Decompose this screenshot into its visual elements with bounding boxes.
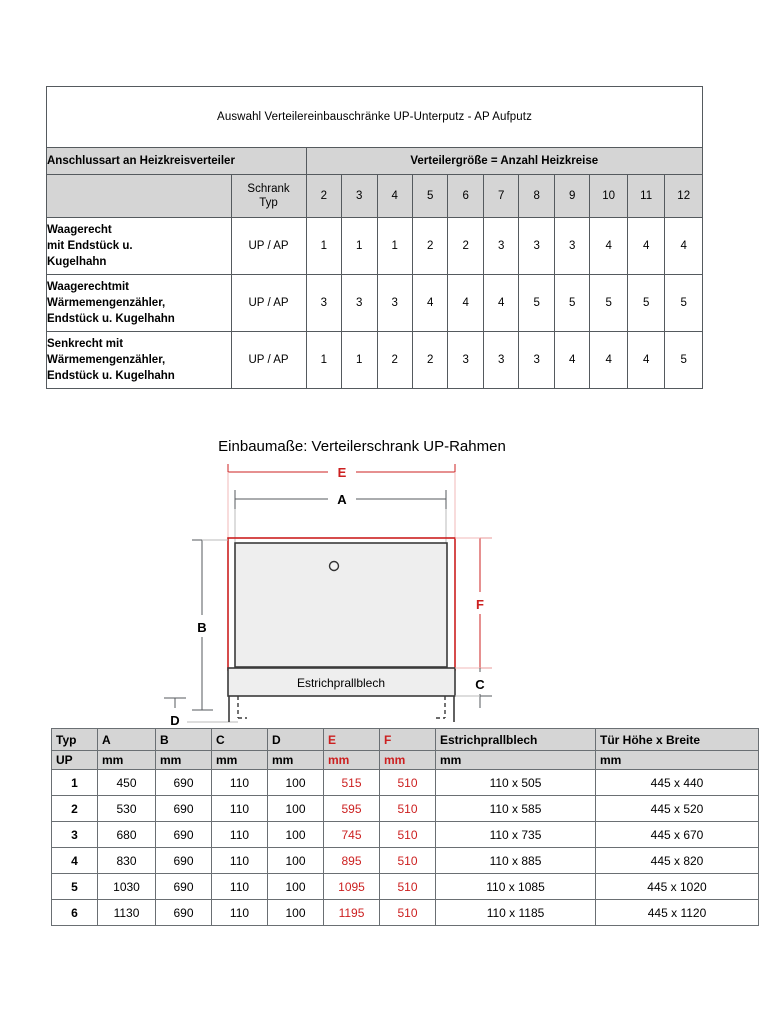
circuit-col-header: 11 <box>627 175 665 218</box>
cell-d: 100 <box>268 874 324 900</box>
cell-value: 4 <box>627 332 665 389</box>
cell-typ: 4 <box>52 848 98 874</box>
circuit-col-header: 6 <box>448 175 483 218</box>
cell-c: 110 <box>212 770 268 796</box>
unit-c: mm <box>212 751 268 770</box>
cell-c: 110 <box>212 900 268 926</box>
unit-door: mm <box>596 751 759 770</box>
table-row <box>52 822 759 848</box>
cell-b: 690 <box>156 822 212 848</box>
cell-f: 510 <box>380 822 436 848</box>
cabinet-type: UP / AP <box>231 332 306 389</box>
cell-b: 690 <box>156 900 212 926</box>
cell-plate: 110 x 1185 <box>436 900 596 926</box>
cell-value: 4 <box>554 332 589 389</box>
circuit-col-header: 2 <box>306 175 341 218</box>
selection-table-title: Auswahl Verteilereinbauschränke UP-Unterputz - AP Aufputz <box>47 87 703 148</box>
cell-value: 5 <box>627 275 665 332</box>
cell-value: 3 <box>342 275 377 332</box>
cell-value: 3 <box>483 218 518 275</box>
cell-f: 510 <box>380 796 436 822</box>
col-header-d: D <box>268 729 324 751</box>
unit-d: mm <box>268 751 324 770</box>
row-label-line: Senkrecht mit <box>47 337 124 350</box>
cell-value: 5 <box>519 275 554 332</box>
cell-typ: 5 <box>52 874 98 900</box>
cell-door: 445 x 670 <box>596 822 759 848</box>
cell-value: 1 <box>306 332 341 389</box>
cell-e: 595 <box>324 796 380 822</box>
dimension-label-B: B <box>197 620 207 635</box>
cell-value: 1 <box>377 218 412 275</box>
cell-e: 1195 <box>324 900 380 926</box>
unit-estrichprallblech: mm <box>436 751 596 770</box>
leg-dashed-extension <box>238 696 445 718</box>
cabinet-type: UP / AP <box>231 275 306 332</box>
cell-plate: 110 x 885 <box>436 848 596 874</box>
cell-door: 445 x 820 <box>596 848 759 874</box>
cell-c: 110 <box>212 848 268 874</box>
cell-d: 100 <box>268 900 324 926</box>
row-label-line: Waagerechtmit <box>47 280 130 293</box>
cell-value: 4 <box>665 218 703 275</box>
col-header-c: C <box>212 729 268 751</box>
installation-diagram-section <box>0 430 724 728</box>
row-label-line: Waagerecht <box>47 223 112 236</box>
dimensions-units-row <box>52 751 759 770</box>
circuit-col-header: 8 <box>519 175 554 218</box>
dimension-label-F: F <box>476 597 484 612</box>
col-header-estrichprallblech: Estrichprallblech <box>436 729 596 751</box>
cell-value: 2 <box>377 332 412 389</box>
row-label-line: mit Endstück u. <box>47 239 133 252</box>
unit-a: mm <box>98 751 156 770</box>
col-header-door: Tür Höhe x Breite <box>596 729 759 751</box>
selection-table-header-row <box>47 148 703 175</box>
circuit-col-header: 5 <box>412 175 447 218</box>
cell-value: 5 <box>665 275 703 332</box>
dimension-A <box>235 489 446 509</box>
cell-value: 1 <box>306 218 341 275</box>
cabinet-type: UP / AP <box>231 218 306 275</box>
cell-value: 3 <box>554 218 589 275</box>
cell-a: 1130 <box>98 900 156 926</box>
cell-door: 445 x 1020 <box>596 874 759 900</box>
selection-row-label <box>47 275 232 332</box>
table-row <box>52 900 759 926</box>
cell-b: 690 <box>156 874 212 900</box>
cell-door: 445 x 1120 <box>596 900 759 926</box>
circuit-col-header: 10 <box>590 175 628 218</box>
table-row <box>47 275 703 332</box>
table-row <box>47 332 703 389</box>
cell-value: 1 <box>342 218 377 275</box>
cell-d: 100 <box>268 822 324 848</box>
dimension-label-A: A <box>337 492 347 507</box>
cell-e: 515 <box>324 770 380 796</box>
cell-e: 745 <box>324 822 380 848</box>
cell-value: 3 <box>448 332 483 389</box>
selection-table-subheader-row <box>47 175 703 218</box>
cell-f: 510 <box>380 874 436 900</box>
cell-a: 1030 <box>98 874 156 900</box>
cell-d: 100 <box>268 770 324 796</box>
unit-typ: UP <box>52 751 98 770</box>
col-header-a: A <box>98 729 156 751</box>
cell-plate: 110 x 585 <box>436 796 596 822</box>
dimension-C <box>455 668 492 708</box>
unit-b: mm <box>156 751 212 770</box>
cell-value: 4 <box>483 275 518 332</box>
selection-row-label <box>47 218 232 275</box>
dimensions-table <box>51 728 759 926</box>
dimension-label-D: D <box>170 713 180 728</box>
circuit-col-header: 9 <box>554 175 589 218</box>
cell-plate: 110 x 1085 <box>436 874 596 900</box>
cell-value: 4 <box>590 218 628 275</box>
circuit-col-header: 7 <box>483 175 518 218</box>
row-label-line: Wärmemengenzähler, <box>47 296 166 309</box>
cell-value: 5 <box>590 275 628 332</box>
cell-value: 5 <box>665 332 703 389</box>
cell-f: 510 <box>380 900 436 926</box>
estrichprallblech-label: Estrichprallblech <box>296 676 386 690</box>
dimension-F <box>455 538 492 668</box>
cell-value: 2 <box>412 218 447 275</box>
cell-value: 4 <box>448 275 483 332</box>
dimension-label-E: E <box>337 465 347 480</box>
cell-c: 110 <box>212 874 268 900</box>
selection-row-label <box>47 332 232 389</box>
selection-table-title-row <box>47 87 703 148</box>
col-header-typ: Typ <box>52 729 98 751</box>
cell-value: 3 <box>306 275 341 332</box>
cell-f: 510 <box>380 848 436 874</box>
diagram-heading: Einbaumaße: Verteilerschrank UP-Rahmen <box>218 438 506 455</box>
cell-e: 895 <box>324 848 380 874</box>
schrank-typ-line2: Typ <box>259 197 278 209</box>
cell-d: 100 <box>268 796 324 822</box>
cabinet-panel <box>235 543 447 667</box>
unit-f: mm <box>380 751 436 770</box>
dimensions-header-row <box>52 729 759 751</box>
cell-plate: 110 x 735 <box>436 822 596 848</box>
cell-f: 510 <box>380 770 436 796</box>
schrank-typ-header <box>231 175 306 218</box>
row-label-line: Endstück u. Kugelhahn <box>47 313 175 326</box>
cell-a: 680 <box>98 822 156 848</box>
row-label-line: Endstück u. Kugelhahn <box>47 370 175 383</box>
cell-c: 110 <box>212 796 268 822</box>
cell-d: 100 <box>268 848 324 874</box>
cell-b: 690 <box>156 770 212 796</box>
cell-value: 4 <box>627 218 665 275</box>
table-row <box>52 796 759 822</box>
cell-value: 3 <box>377 275 412 332</box>
cell-typ: 1 <box>52 770 98 796</box>
col-header-e: E <box>324 729 380 751</box>
table-row <box>52 848 759 874</box>
col-header-b: B <box>156 729 212 751</box>
cabinet-legs <box>229 696 454 722</box>
cell-b: 690 <box>156 848 212 874</box>
selection-table <box>46 86 703 389</box>
table-row <box>52 770 759 796</box>
cell-typ: 3 <box>52 822 98 848</box>
dimension-B <box>192 540 228 710</box>
cell-value: 2 <box>448 218 483 275</box>
cell-value: 3 <box>483 332 518 389</box>
col-header-f: F <box>380 729 436 751</box>
cell-door: 445 x 440 <box>596 770 759 796</box>
cell-value: 3 <box>519 332 554 389</box>
table-row <box>52 874 759 900</box>
cell-typ: 6 <box>52 900 98 926</box>
row-label-line: Wärmemengenzähler, <box>47 353 166 366</box>
cell-value: 2 <box>412 332 447 389</box>
selection-table-left-header: Anschlussart an Heizkreisverteiler <box>47 148 307 175</box>
cell-value: 1 <box>342 332 377 389</box>
cell-e: 1095 <box>324 874 380 900</box>
circuit-col-header: 3 <box>342 175 377 218</box>
row-label-line: Kugelhahn <box>47 256 107 269</box>
cell-value: 3 <box>519 218 554 275</box>
cell-value: 4 <box>590 332 628 389</box>
circuit-col-header: 12 <box>665 175 703 218</box>
cell-a: 450 <box>98 770 156 796</box>
cell-typ: 2 <box>52 796 98 822</box>
cabinet-dimension-drawing <box>150 460 570 728</box>
cell-door: 445 x 520 <box>596 796 759 822</box>
cell-value: 4 <box>412 275 447 332</box>
selection-table-right-header: Verteilergröße = Anzahl Heizkreise <box>306 148 702 175</box>
cell-value: 5 <box>554 275 589 332</box>
cell-b: 690 <box>156 796 212 822</box>
lock-knob-icon <box>330 562 339 571</box>
selection-table-empty-cell <box>47 175 232 218</box>
cell-a: 530 <box>98 796 156 822</box>
table-row <box>47 218 703 275</box>
dimension-label-C: C <box>475 677 485 692</box>
circuit-col-header: 4 <box>377 175 412 218</box>
cell-plate: 110 x 505 <box>436 770 596 796</box>
unit-e: mm <box>324 751 380 770</box>
schrank-typ-line1: Schrank <box>247 182 290 195</box>
cell-c: 110 <box>212 822 268 848</box>
cell-a: 830 <box>98 848 156 874</box>
